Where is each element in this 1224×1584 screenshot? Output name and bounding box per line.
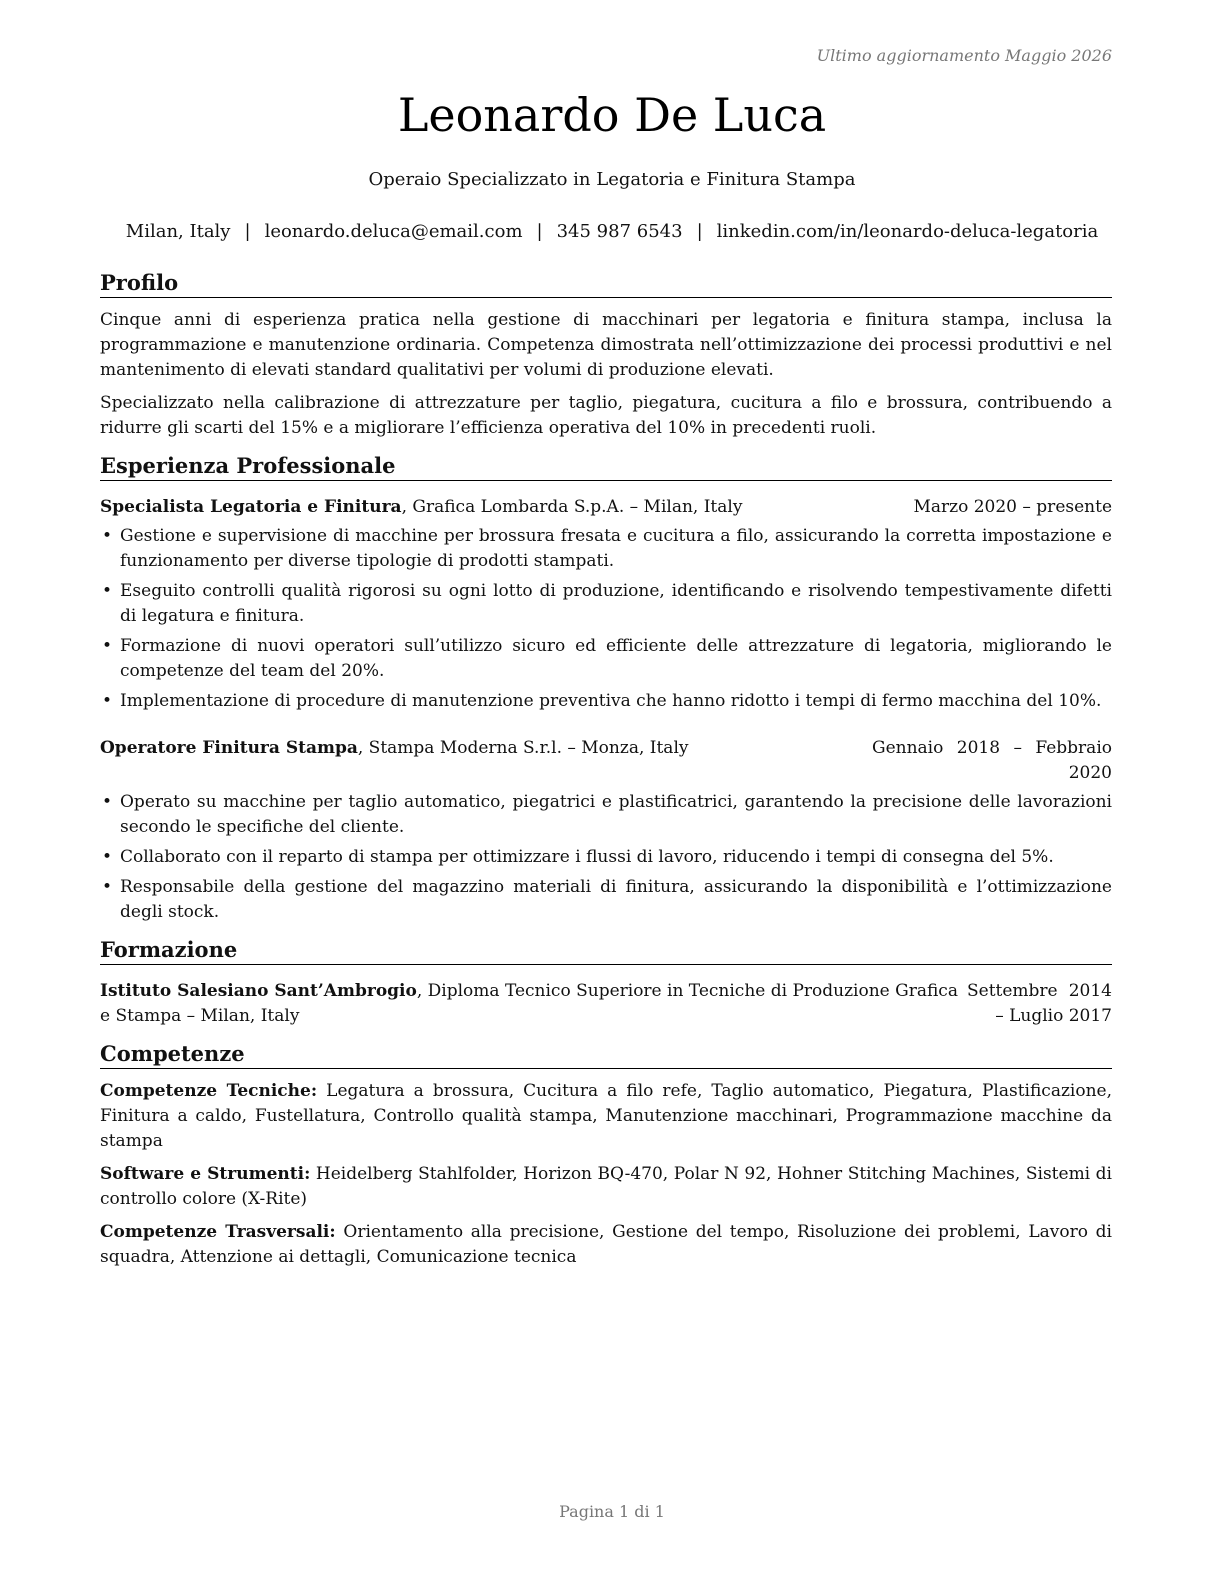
- job-role: Operatore Finitura Stampa: [100, 738, 358, 758]
- job-role: Specialista Legatoria e Finitura: [100, 497, 402, 517]
- education-line: [100, 979, 967, 1029]
- skill-group: [100, 1162, 1112, 1212]
- profile-paragraph: Cinque anni di esperienza pratica nella gestione di macchinari per legatoria e finitura stampa, inclusa la programmazione e manutenzione ordinaria. Competenza dimostrata nell’ottimizzazione dei processi produttivi e nel mantenimento di elevati standard qualitativi per volumi di produzione elevati.: [100, 310, 1112, 380]
- education-section: [100, 937, 1112, 1029]
- job-bullet: • Gestione e supervisione di macchine per brossura fresata e cucitura a filo, assicurando la corretta impostazione e funzionamento per diverse tipologie di prodotti stampati.: [100, 524, 1112, 574]
- education-dates: Settembre 2014 – Luglio 2017: [967, 981, 1112, 1026]
- resume-content: [100, 270, 1112, 1282]
- section-title-experience: Esperienza Professionale: [100, 453, 1112, 481]
- job-dates: Marzo 2020 – presente: [913, 497, 1112, 517]
- contact-separator: |: [696, 221, 703, 242]
- job-entry: [100, 495, 1112, 714]
- education-degree: , Diploma Tecnico Superiore in Tecniche di Produzione Grafica e Stampa – Milan, Italy: [100, 981, 958, 1026]
- contact-email[interactable]: leonardo.deluca@email.com: [264, 221, 523, 242]
- skill-group-label: Competenze Trasversali:: [100, 1222, 336, 1242]
- job-bullet: • Operato su macchine per taglio automatico, piegatrici e plastificatrici, garantendo la precisione delle lavorazioni secondo le specifiche del cliente.: [100, 790, 1112, 840]
- section-title-profile: Profilo: [100, 270, 1112, 298]
- job-bullet: • Eseguito controlli qualità rigorosi su ogni lotto di produzione, identificando e risolvendo tempestivamente difetti di legatura e finitura.: [100, 579, 1112, 629]
- job-title-line: [100, 495, 913, 520]
- skill-group-text: Heidelberg Stahlfolder, Horizon BQ-470, Polar N 92, Hohner Stitching Machines, Sistemi di controllo colore (X-Rite): [100, 1164, 1112, 1209]
- education-school: Istituto Salesiano Sant’Ambrogio: [100, 981, 417, 1001]
- page-number: Pagina 1 di 1: [559, 1502, 665, 1521]
- job-bullet: • Collaborato con il reparto di stampa per ottimizzare i flussi di lavoro, riducendo i tempi di consegna del 5%.: [100, 845, 1112, 870]
- skills-section: [100, 1041, 1112, 1270]
- section-title-education: Formazione: [100, 937, 1112, 965]
- job-company: , Grafica Lombarda S.p.A. – Milan, Italy: [401, 497, 743, 517]
- education-entry: [100, 979, 1112, 1029]
- job-header: [100, 736, 1112, 786]
- skill-group-text: Orientamento alla precisione, Gestione del tempo, Risoluzione dei problemi, Lavoro di squadra, Attenzione ai dettagli, Comunicazione tecnica: [100, 1222, 1112, 1267]
- skill-group-text: Legatura a brossura, Cucitura a filo refe, Taglio automatico, Piegatura, Plastificazione, Finitura a caldo, Fustellatura, Controllo qualità stampa, Manutenzione macchinari, Programmazione macchine da stampa: [100, 1081, 1113, 1151]
- job-header: [100, 495, 1112, 520]
- last-updated: Ultimo aggiornamento Maggio 2026: [816, 46, 1112, 65]
- contact-linkedin[interactable]: linkedin.com/in/leonardo-deluca-legatoria: [716, 221, 1099, 242]
- contact-location: Milan, Italy: [125, 221, 231, 242]
- profile-paragraph: Specializzato nella calibrazione di attrezzature per taglio, piegatura, cucitura a filo e brossura, contribuendo a ridurre gli scarti del 15% e a migliorare l’efficienza operativa del 10% in precedenti ruoli.: [100, 393, 1112, 438]
- job-bullets: [100, 524, 1112, 714]
- contact-separator: |: [244, 221, 251, 242]
- job-bullet: • Responsabile della gestione del magazzino materiali di finitura, assicurando la disponibilità e l’ottimizzazione degli stock.: [100, 875, 1112, 925]
- job-bullet: • Implementazione di procedure di manutenzione preventiva che hanno ridotto i tempi di fermo macchina del 10%.: [100, 689, 1112, 714]
- job-title-line: [100, 736, 872, 761]
- section-title-skills: Competenze: [100, 1041, 1112, 1069]
- contact-separator: |: [536, 221, 543, 242]
- contact-line: [0, 221, 1224, 242]
- profile-section: [100, 270, 1112, 441]
- contact-phone[interactable]: 345 987 6543: [556, 221, 683, 242]
- job-bullet: • Formazione di nuovi operatori sull’utilizzo sicuro ed efficiente delle attrezzature di legatoria, migliorando le competenze del team del 20%.: [100, 634, 1112, 684]
- job-bullets: [100, 790, 1112, 925]
- job-company: , Stampa Moderna S.r.l. – Monza, Italy: [357, 738, 689, 758]
- skill-group-label: Competenze Tecniche:: [100, 1081, 318, 1101]
- experience-section: [100, 453, 1112, 925]
- skill-group-label: Software e Strumenti:: [100, 1164, 311, 1184]
- candidate-name: Leonardo De Luca: [397, 88, 827, 142]
- job-dates: Gennaio 2018 – Febbraio 2020: [872, 738, 1112, 783]
- skill-group: [100, 1220, 1112, 1270]
- candidate-tagline: Operaio Specializzato in Legatoria e Finitura Stampa: [368, 169, 856, 190]
- skill-group: [100, 1079, 1112, 1154]
- job-entry: [100, 736, 1112, 925]
